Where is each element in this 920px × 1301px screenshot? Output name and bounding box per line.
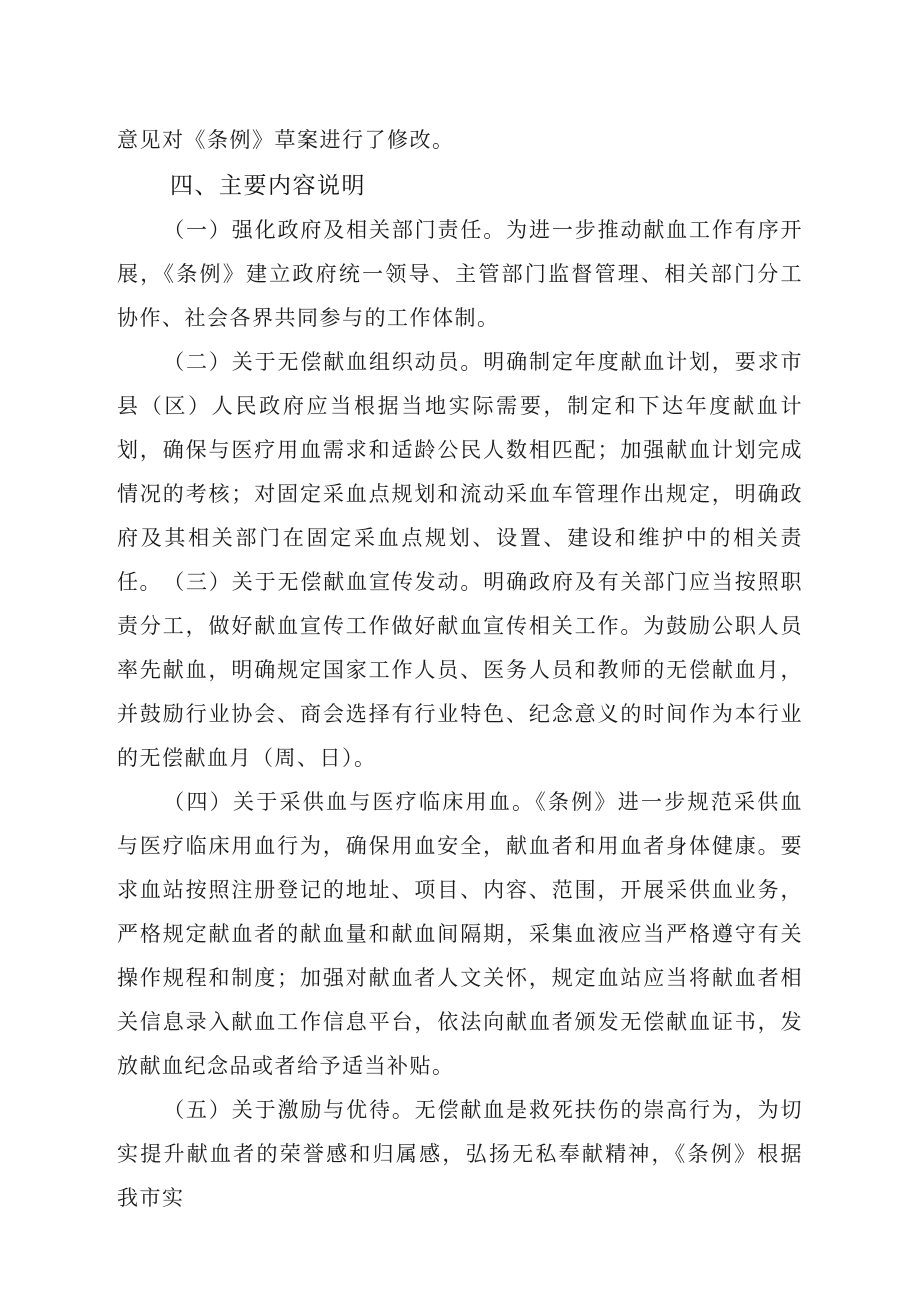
paragraph-1: （一）强化政府及相关部门责任。为进一步推动献血工作有序开展，《条例》建立政府统一领导、主管部门监督管理、相关部门分工协作、社会各界共同参与的工作体制。: [117, 218, 803, 330]
section-heading: 四、主要内容说明: [170, 173, 366, 199]
paragraph-4: （四）关于采供血与医疗临床用血。《条例》进一步规范采供血与医疗临床用血行为，确保用血安全，献血者和用血者身体健康。要求血站按照注册登记的地址、项目、内容、范围，开展采供血业务，严格规定献血者的献血量和献血间隔期，采集血液应当严格遵守有关操作规程和制度；加强对献血者人文关怀，规定血站应当将献血者相关信息录入献血工作信息平台，依法向献血者颁发无偿献血证书，发放献血纪念品或者给予适当补贴。: [117, 790, 803, 1078]
paragraph-3: （三）关于无偿献血宣传发动。明确政府及有关部门应当按照职责分工，做好献血宣传工作做好献血宣传相关工作。为鼓励公职人员率先献血，明确规定国家工作人员、医务人员和教师的无偿献血月，并鼓励行业协会、商会选择有行业特色、纪念意义的时间作为本行业的无偿献血月（周、日）。: [117, 570, 803, 770]
continuation-text: 意见对《条例》草案进行了修改。: [117, 128, 455, 152]
paragraph-2: （二）关于无偿献血组织动员。明确制定年度献血计划，要求市县（区）人民政府应当根据当地实际需要，制定和下达年度献血计划，确保与医疗用血需求和适龄公民人数相匹配；加强献血计划完成情况的考核；对固定采血点规划和流动采血车管理作出规定，明确政府及其相关部门在固定采血点规划、设置、建设和维护中的相关责任。: [117, 350, 803, 594]
paragraph-5: （五）关于激励与优待。无偿献血是救死扶伤的崇高行为，为切实提升献血者的荣誉感和归属感，弘扬无私奉献精神，《条例》根据我市实: [117, 1098, 803, 1210]
